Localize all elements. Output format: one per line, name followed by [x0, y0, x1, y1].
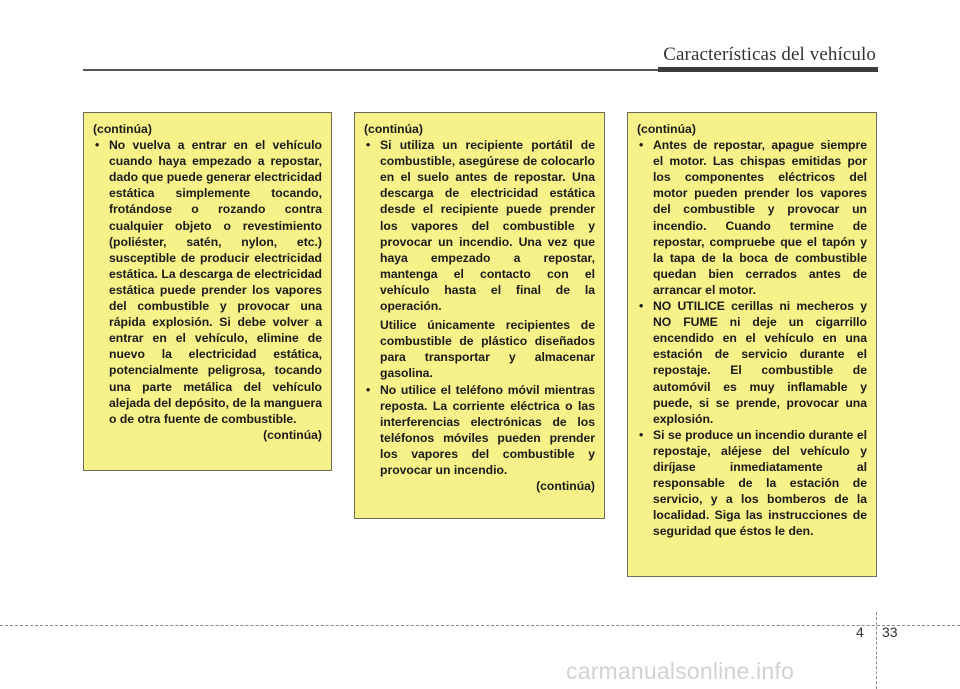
continued-label-top: (continúa): [364, 122, 423, 136]
bullet-text: Antes de repostar, apague siempre el motor. Las chispas emitidas por los componentes eléctricos del motor pueden prender los vapores del combustible y provocar un incendio. Cuando termine de repostar, compruebe que el tapón y la tapa de la boca de combustible quedan bien cerrados antes de arrancar el motor.: [653, 138, 867, 297]
warning-box-2: [354, 112, 605, 519]
bullet-text: NO UTILICE cerillas ni mecheros y NO FUME ni deje un cigarrillo encendido en el vehículo en una estación de servicio durante el repostaje. El combustible de automóvil es muy inflamable y puede, si se prende, provocar una explosión.: [653, 299, 867, 426]
page-number: 33: [882, 624, 898, 640]
bullet-item: [637, 427, 867, 540]
bullet-list: [364, 137, 595, 478]
watermark: carmanualsonline.info: [566, 658, 794, 684]
continued-label-top: (continúa): [637, 122, 696, 136]
header-rule-accent: [658, 67, 878, 72]
continued-label-bottom: (continúa): [263, 427, 322, 442]
bullet-text: No utilice el teléfono móvil mientras reposta. La corriente eléctrica o las interferencias electrónicas de los teléfonos móviles pueden prender los vapores del combustible y provocar un incendio.: [380, 382, 595, 477]
bullet-list: [93, 137, 322, 427]
footer-divider: [876, 612, 878, 689]
bullet-item: [364, 382, 595, 479]
bullet-item: [93, 137, 322, 427]
bullet-icon: •: [639, 299, 644, 314]
bullet-text: Si se produce un incendio durante el repostaje, aléjese del vehículo y diríjase inmediatamente al responsable de la estación de servicio, y a los bomberos de la localidad. Siga las instrucciones de seguridad que éstos le den.: [653, 427, 867, 539]
bullet-icon: •: [639, 427, 644, 442]
warning-box-3: [627, 112, 877, 577]
bullet-text: Si utiliza un recipiente portátil de combustible, asegúrese de colocarlo en el suelo antes de repostar. Una descarga de electricidad estática desde el recipiente puede prender los vapores del combustible y provocar un incendio. Una vez que haya empezado a repostar, mantenga el contacto con el vehículo hasta el final de la operación.: [380, 138, 595, 314]
bullet-text: Utilice únicamente recipientes de combustible de plástico diseñados para transportar y almacenar gasolina.: [380, 318, 595, 381]
bullet-text: No vuelva a entrar en el vehículo cuando haya empezado a repostar, dado que puede generar electricidad estática simplemente tocando, frotándose o rozando contra cualquier objeto o revestimiento (poliéster, satén, nylon, etc.) susceptible de producir electricidad estática. La descarga de electricidad estática puede prender los vapores del combustible y provocar una rápida explosión. Si debe volver a entrar en el vehículo, elimine de nuevo la electricidad estática, potencialmente peligrosa, tocando una parte metálica del vehículo alejada del depósito, de la manguera o de otra fuente de combustible.: [109, 138, 322, 426]
continued-label-top: (continúa): [93, 122, 152, 136]
bullet-item: [364, 137, 595, 381]
section-title: Características del vehículo: [663, 44, 876, 65]
bullet-icon: •: [366, 382, 371, 397]
bullet-list: [637, 137, 867, 539]
footer-rule: [0, 625, 960, 626]
bullet-icon: •: [95, 138, 100, 153]
continued-label-bottom: (continúa): [536, 479, 595, 494]
bullet-icon: •: [366, 138, 371, 153]
bullet-item: [637, 137, 867, 298]
warning-box-1: [83, 112, 332, 471]
bullet-item: [637, 298, 867, 427]
chapter-number: 4: [856, 624, 864, 640]
bullet-icon: •: [639, 138, 644, 153]
